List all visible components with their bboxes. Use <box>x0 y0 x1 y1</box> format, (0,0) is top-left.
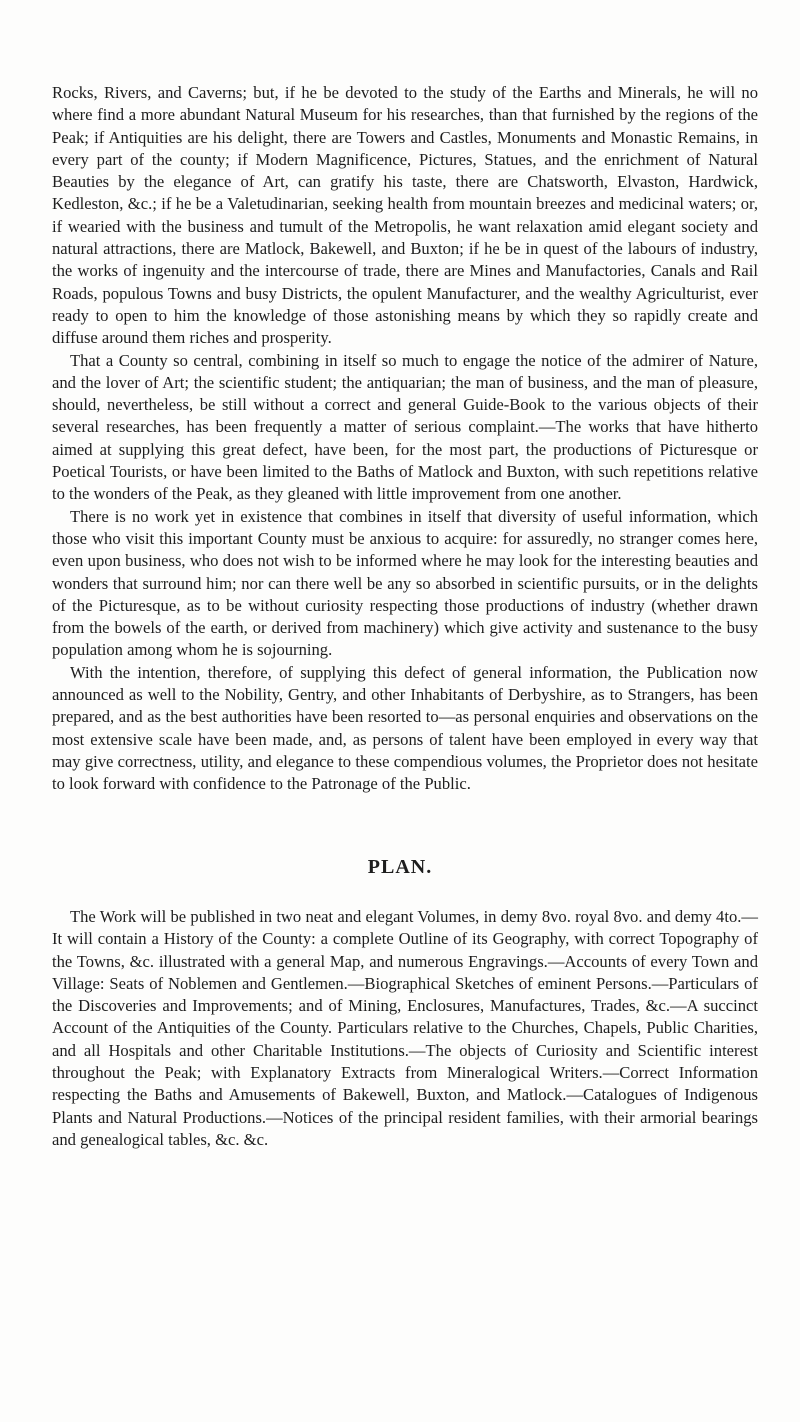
plan-paragraph: The Work will be published in two neat and elegant Volumes, in demy 8vo. royal 8vo. and demy 4to.—It will contain a History of the County: a complete Outline of its Geography, with correct Topography of the Towns, &c. illustrated with a general Map, and numerous Engravings.—Accounts of every Town and Village: Seats of Noblemen and Gentlemen.—Biographical Sketches of eminent Persons.—Particulars of the Discoveries and Improvements; and of Mining, Enclosures, Manufactures, Trades, &c.—A succinct Account of the Antiquities of the County. Particulars relative to the Churches, Chapels, Public Charities, and all Hospitals and other Charitable Institutions.—The objects of Curiosity and Scientific interest throughout the Peak; with Explanatory Extracts from Mineralogical Writers.—Correct Information respecting the Baths and Amusements of Bakewell, Buxton, and Matlock.—Catalogues of Indigenous Plants and Natural Productions.—Notices of the principal resident families, with their armorial bearings and genealogical tables, &c. &c. <box>52 907 758 1149</box>
plan-heading: PLAN. <box>367 856 433 878</box>
body-paragraph-4: With the intention, therefore, of supplying this defect of general information, the Publication now announced as well to the Nobility, Gentry, and other Inhabitants of Derbyshire, as to Strangers, has been prepared, and as the best authorities have been resorted to—as personal enquiries and observations on the most extensive scale have been made, and, as persons of talent have been employed in every way that may give correctness, utility, and elegance to these compendious volumes, the Proprietor does not hesitate to look forward with confidence to the Patronage of the Public. <box>52 662 758 794</box>
body-paragraph-3: There is no work yet in existence that combines in itself that diversity of useful information, which those who visit this important County must be anxious to acquire: for assuredly, no stranger comes here, even upon business, who does not wish to be informed where he may look for the interesting beauties and wonders that surround him; nor can there well be any so absorbed in scientific pursuits, or in the delights of the Picturesque, as to be without curiosity respecting those productions of industry (whether drawn from the bowels of the earth, or derived from machinery) which give activity and sustenance to the busy population among whom he is sojourning. <box>52 506 758 660</box>
plan-section <box>52 906 758 1151</box>
body-paragraph-2: That a County so central, combining in itself so much to engage the notice of the admirer of Nature, and the lover of Art; the scientific student; the antiquarian; the man of business, and the man of pleasure, should, nevertheless, be still without a correct and general Guide-Book to the various objects of their several researches, has been frequently a matter of serious complaint.—The works that have hitherto aimed at supplying this great defect, have been, for the most part, the productions of Picturesque or Poetical Tourists, or have been limited to the Baths of Matlock and Buxton, with such repetitions relative to the wonders of the Peak, as they gleaned with little improvement from one another. <box>52 350 758 504</box>
body-paragraph-1: Rocks, Rivers, and Caverns; but, if he be devoted to the study of the Earths and Minerals, he will no where find a more abundant Natural Museum for his researches, than that furnished by the regions of the Peak; if Antiquities are his delight, there are Towers and Castles, Monuments and Monastic Remains, in every part of the county; if Modern Magnificence, Pictures, Statues, and the enrichment of Natural Beauties by the elegance of Art, can gratify his taste, there are Chatsworth, Elvaston, Hardwick, Kedleston, &c.; if he be a Valetudinarian, seeking health from mountain breezes and medicinal waters; or, if wearied with the business and tumult of the Metropolis, he want relaxation amid elegant society and natural attractions, there are Matlock, Bakewell, and Buxton; if he be in quest of the labours of industry, the works of ingenuity and the intercourse of trade, there are Mines and Manufactories, Canals and Rail Roads, populous Towns and busy Districts, the opulent Manufacturer, and the wealthy Agriculturist, ever ready to open to him the knowledge of those astonishing means by which they so rapidly create and diffuse around them riches and prosperity. <box>52 83 758 348</box>
prospectus-body <box>52 82 758 796</box>
